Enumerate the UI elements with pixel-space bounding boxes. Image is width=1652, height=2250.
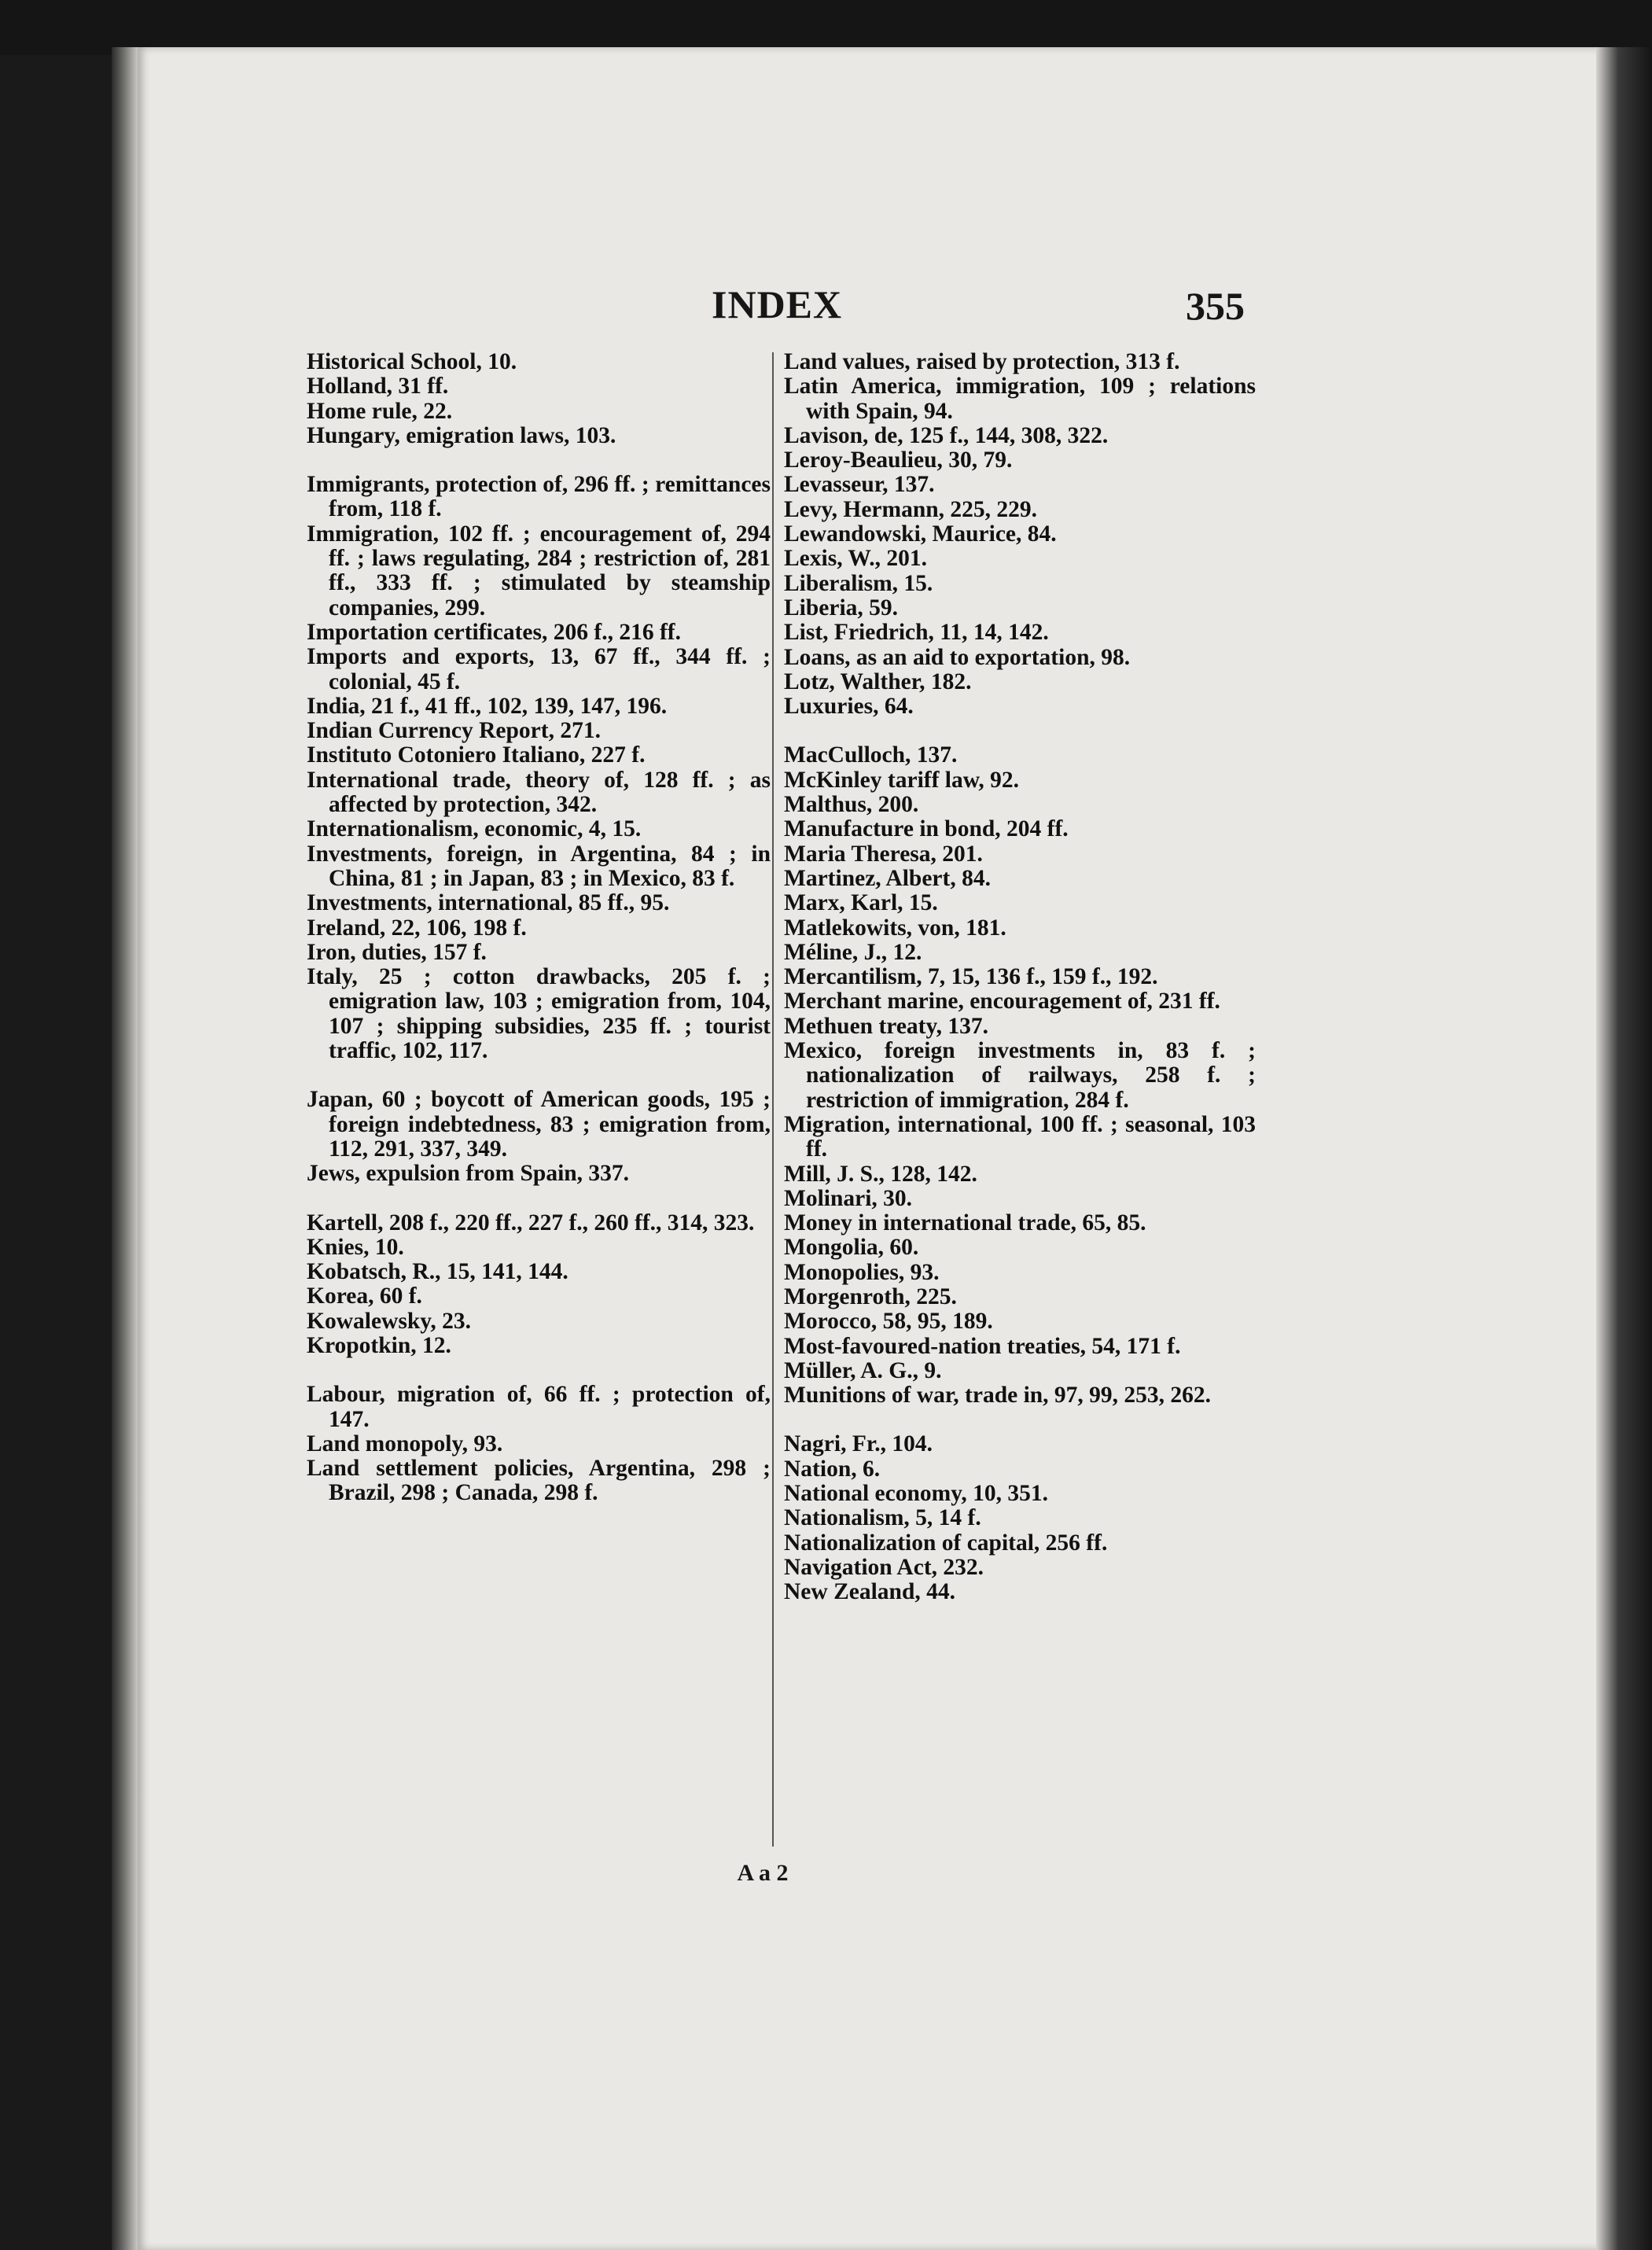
index-entry: Money in international trade, 65, 85.: [784, 1210, 1146, 1236]
index-entry: Navigation Act, 232.: [784, 1554, 984, 1580]
index-entry: Malthus, 200.: [784, 792, 919, 818]
index-entry: Monopolies, 93.: [784, 1259, 940, 1285]
section-gap: [784, 1408, 1256, 1432]
index-entry: Japan, 60 ; boycott of American goods, 195 ; foreign indebtedness, 83 ; emigration from, 112, 291, 337, 349.: [307, 1087, 771, 1162]
index-entry: Migration, international, 100 ff. ; seasonal, 103 ff.: [784, 1111, 1256, 1162]
index-entry: Levy, Hermann, 225, 229.: [784, 496, 1038, 522]
index-entry: Italy, 25 ; cotton drawbacks, 205 f. ; emigration law, 103 ; emigration from, 104, 107 ; shipping subsidies, 235 ff. ; tourist traffic, 102, 117.: [307, 964, 771, 1064]
index-entry: Hungary, emigration laws, 103.: [307, 422, 616, 448]
index-entry: Holland, 31 ff.: [307, 374, 449, 400]
index-entry: Méline, J., 12.: [784, 939, 922, 965]
index-entry: Morocco, 58, 95, 189.: [784, 1309, 993, 1335]
index-entry: Land values, raised by protection, 313 f.: [784, 349, 1180, 374]
index-entry: Kowalewsky, 23.: [307, 1308, 471, 1334]
index-entry: Imports and exports, 13, 67 ff., 344 ff. ; colonial, 45 f.: [307, 644, 771, 694]
index-entry: Munitions of war, trade in, 97, 99, 253, 262.: [784, 1383, 1212, 1409]
index-entry: Lewandowski, Maurice, 84.: [784, 521, 1057, 547]
index-entry: Manufacture in bond, 204 ff.: [784, 816, 1069, 842]
index-entry: Morgenroth, 225.: [784, 1283, 957, 1309]
index-entry: Mongolia, 60.: [784, 1235, 919, 1261]
page-header: [138, 282, 1600, 337]
index-entry: Land settlement policies, Argentina, 298 ; Brazil, 298 ; Canada, 298 f.: [307, 1456, 771, 1506]
index-entry: Historical School, 10.: [307, 349, 517, 374]
book-page: [138, 47, 1600, 2250]
index-entry: Ireland, 22, 106, 198 f.: [307, 915, 527, 941]
index-entry: Leroy-Beaulieu, 30, 79.: [784, 447, 1013, 473]
index-entry: Martinez, Albert, 84.: [784, 865, 991, 891]
index-column-right: [784, 350, 1256, 1605]
running-head: INDEX: [712, 282, 843, 326]
section-gap: [307, 448, 771, 473]
index-entry: Liberia, 59.: [784, 595, 899, 620]
index-entry: McKinley tariff law, 92.: [784, 767, 1020, 793]
index-entry: Jews, expulsion from Spain, 337.: [307, 1161, 630, 1187]
index-entry: Nagri, Fr., 104.: [784, 1431, 933, 1457]
index-entry: India, 21 f., 41 ff., 102, 139, 147, 196.: [307, 693, 668, 719]
index-entry: Lavison, de, 125 f., 144, 308, 322.: [784, 422, 1109, 448]
index-entry: Maria Theresa, 201.: [784, 841, 983, 867]
index-entry: Home rule, 22.: [307, 398, 453, 424]
index-column-left: [307, 350, 771, 1506]
index-entry: Matlekowits, von, 181.: [784, 915, 1006, 941]
page-left-edge: [112, 47, 140, 2250]
page-right-edge: [1596, 47, 1652, 2250]
index-entry: Most-favoured-nation treaties, 54, 171 f.: [784, 1333, 1181, 1359]
section-gap: [784, 719, 1256, 743]
index-entry: Nation, 6.: [784, 1456, 881, 1482]
section-gap: [307, 1187, 771, 1211]
index-entry: Molinari, 30.: [784, 1185, 913, 1211]
index-entry: Labour, migration of, 66 ff. ; protection of, 147.: [307, 1382, 771, 1432]
index-entry: Nationalism, 5, 14 f.: [784, 1505, 981, 1531]
index-entry: Loans, as an aid to exportation, 98.: [784, 644, 1131, 670]
index-entry: Importation certificates, 206 f., 216 ff.: [307, 619, 681, 645]
index-entry: Land monopoly, 93.: [307, 1431, 503, 1456]
page-number: 355: [1186, 284, 1245, 328]
index-entry: Knies, 10.: [307, 1234, 404, 1260]
index-entry: New Zealand, 44.: [784, 1579, 955, 1605]
index-entry: Iron, duties, 157 f.: [307, 939, 487, 965]
column-rule: [772, 352, 774, 1847]
index-entry: Instituto Cotoniero Italiano, 227 f.: [307, 742, 646, 768]
index-entry: Kropotkin, 12.: [307, 1332, 451, 1358]
index-entry: Luxuries, 64.: [784, 694, 914, 720]
index-entry: Kartell, 208 f., 220 ff., 227 f., 260 ff., 314, 323.: [307, 1210, 755, 1235]
index-entry: Immigration, 102 ff. ; encouragement of, 294 ff. ; laws regulating, 284 ; restriction of, 281 ff., 333 ff. ; stimulated by steamship companies, 299.: [307, 521, 771, 620]
index-entry: Kobatsch, R., 15, 141, 144.: [307, 1259, 568, 1285]
index-entry: Korea, 60 f.: [307, 1283, 422, 1309]
index-entry: Lotz, Walther, 182.: [784, 668, 972, 694]
index-entry: Latin America, immigration, 109 ; relations with Spain, 94.: [784, 374, 1256, 424]
index-entry: Mexico, foreign investments in, 83 f. ; nationalization of railways, 258 f. ; restriction of immigration, 284 f.: [784, 1038, 1256, 1113]
index-entry: Methuen treaty, 137.: [784, 1013, 988, 1039]
section-gap: [307, 1063, 771, 1088]
index-entry: National economy, 10, 351.: [784, 1481, 1048, 1507]
index-entry: Lexis, W., 201.: [784, 546, 927, 572]
index-entry: International trade, theory of, 128 ff. ; as affected by protection, 342.: [307, 767, 771, 818]
index-entry: Mill, J. S., 128, 142.: [784, 1161, 977, 1187]
index-entry: Levasseur, 137.: [784, 472, 935, 498]
index-entry: Müller, A. G., 9.: [784, 1357, 942, 1383]
index-entry: Merchant marine, encouragement of, 231 ff.: [784, 989, 1220, 1015]
index-entry: Investments, international, 85 ff., 95.: [307, 890, 670, 916]
index-entry: Liberalism, 15.: [784, 570, 933, 596]
index-entry: List, Friedrich, 11, 14, 142.: [784, 620, 1049, 646]
index-entry: Marx, Karl, 15.: [784, 890, 938, 916]
index-entry: MacCulloch, 137.: [784, 742, 958, 768]
section-gap: [307, 1358, 771, 1383]
index-entry: Immigrants, protection of, 296 ff. ; remittances from, 118 f.: [307, 472, 771, 522]
index-entry: Internationalism, economic, 4, 15.: [307, 816, 642, 842]
index-entry: Nationalization of capital, 256 ff.: [784, 1530, 1108, 1556]
index-entry: Mercantilism, 7, 15, 136 f., 159 f., 192.: [784, 964, 1158, 990]
signature-mark: A a 2: [737, 1860, 789, 1886]
index-entry: Indian Currency Report, 271.: [307, 718, 601, 744]
index-entry: Investments, foreign, in Argentina, 84 ; in China, 81 ; in Japan, 83 ; in Mexico, 83 f.: [307, 841, 771, 891]
